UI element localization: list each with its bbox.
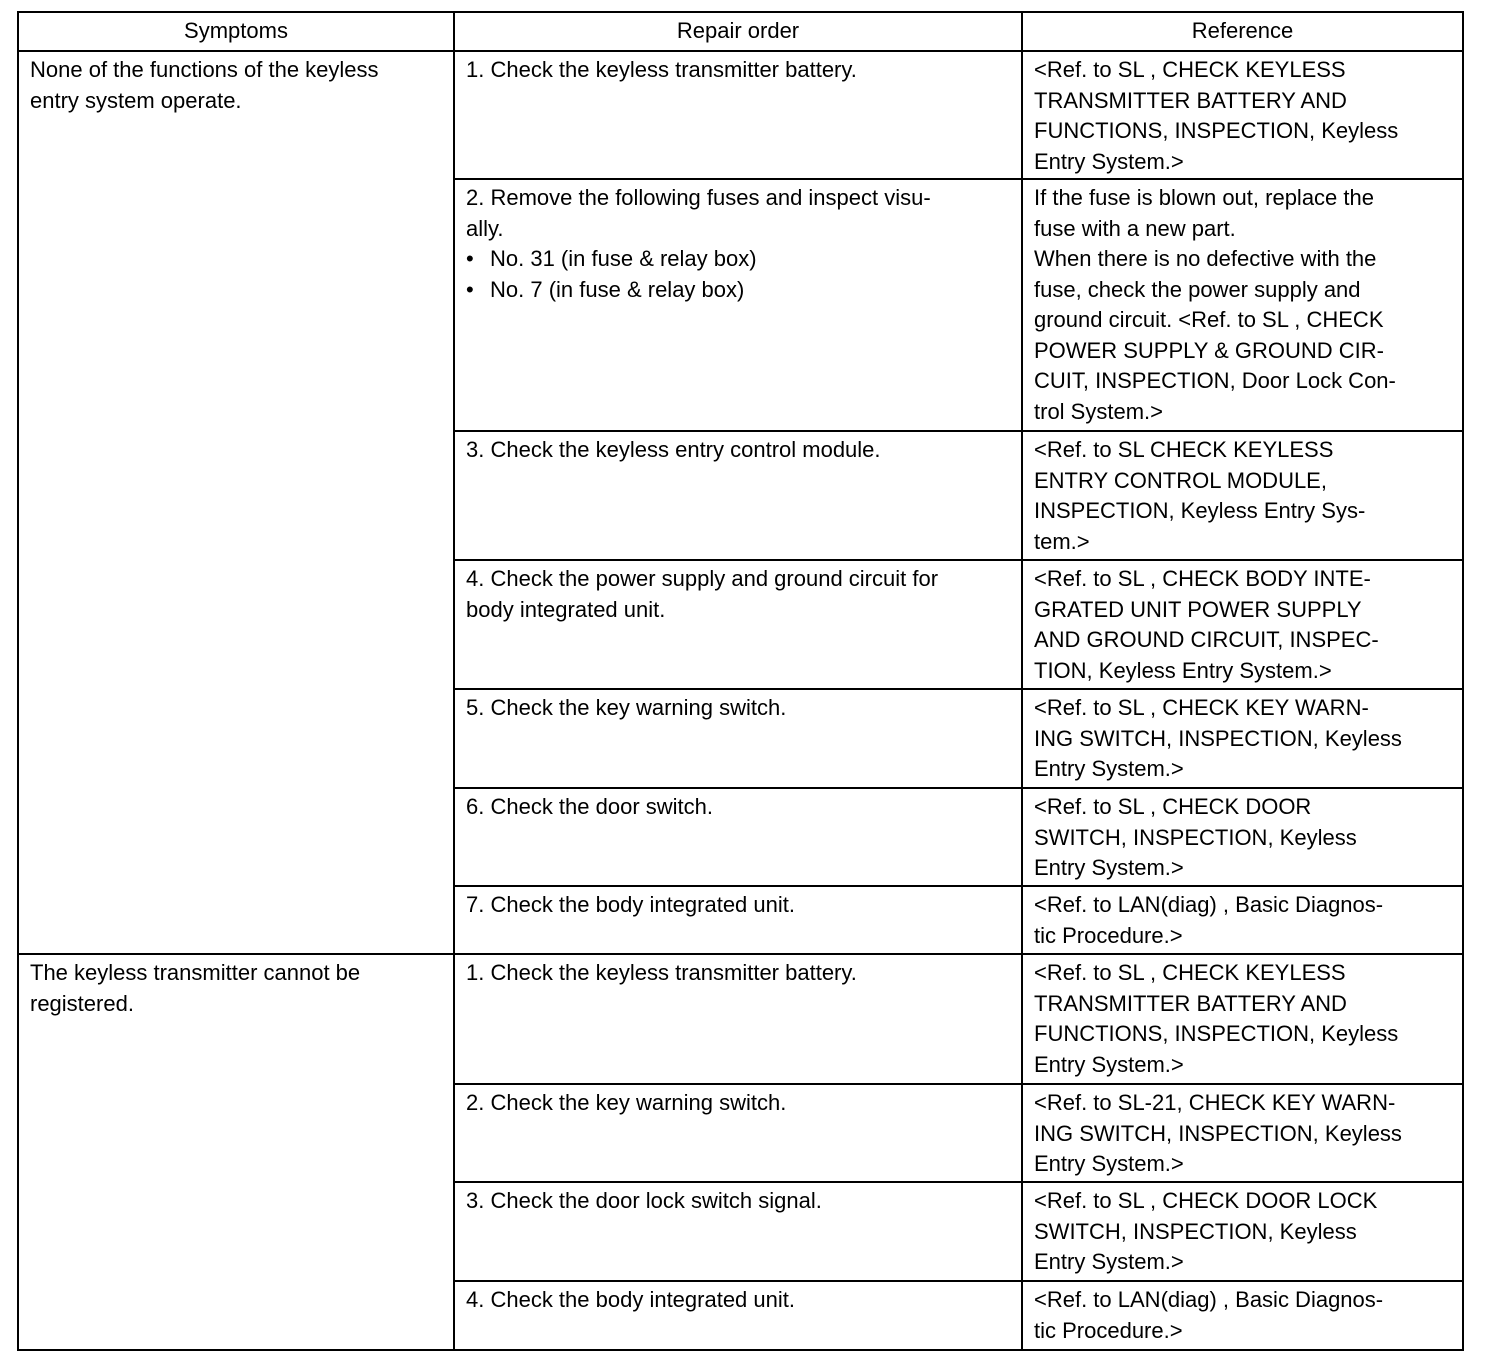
text-line: TION, Keyless Entry System.>	[1034, 657, 1332, 683]
text-line: Entry System.>	[1034, 1051, 1184, 1077]
text-line: <Ref. to SL , CHECK KEYLESS	[1034, 57, 1346, 82]
text-line: AND GROUND CIRCUIT, INSPEC-	[1034, 627, 1379, 652]
repair-order-cell	[454, 689, 1022, 788]
text-line: ING SWITCH, INSPECTION, Keyless	[1034, 725, 1402, 751]
repair-order-cell	[454, 560, 1022, 689]
text-line: If the fuse is blown out, replace the	[1034, 185, 1374, 210]
text-line: None of the functions of the keyless	[30, 57, 379, 82]
text-line: fuse, check the power supply and	[1034, 276, 1361, 302]
bullet-item: • No. 31 (in fuse & relay box)	[466, 244, 1011, 275]
text-line: Entry System.>	[1034, 855, 1184, 880]
table-row	[18, 51, 1463, 179]
text-line: FUNCTIONS, INSPECTION, Keyless	[1034, 1021, 1399, 1046]
text-line: When there is no defective with the	[1034, 246, 1377, 271]
repair-order-cell	[454, 51, 1022, 179]
text-line: tic Procedure.>	[1034, 922, 1183, 948]
text-line: SWITCH, INSPECTION, Keyless	[1034, 824, 1357, 850]
symptom-cell	[18, 954, 454, 1350]
text-line: tem.>	[1034, 528, 1090, 554]
reference-cell	[1022, 689, 1463, 788]
text-line: 1. Check the keyless transmitter battery.	[466, 57, 857, 82]
repair-order-cell	[454, 1281, 1022, 1350]
header-reference: Reference	[1022, 12, 1463, 51]
text-line: Entry System.>	[1034, 148, 1184, 174]
reference-cell	[1022, 179, 1463, 431]
text-line: body integrated unit.	[466, 596, 666, 622]
reference-cell	[1022, 788, 1463, 886]
reference-cell	[1022, 954, 1463, 1084]
repair-order-cell	[454, 886, 1022, 954]
text-line: 2. Remove the following fuses and inspect visu-	[466, 185, 931, 210]
repair-order-cell	[454, 179, 1022, 431]
text-line: 2. Check the key warning switch.	[466, 1090, 787, 1115]
text-line: Entry System.>	[1034, 756, 1184, 781]
text-line: ENTRY CONTROL MODULE,	[1034, 467, 1327, 493]
text-line: 5. Check the key warning switch.	[466, 695, 787, 720]
reference-cell	[1022, 431, 1463, 560]
repair-order-cell	[454, 1182, 1022, 1281]
text-line: <Ref. to SL , CHECK DOOR LOCK	[1034, 1188, 1378, 1213]
text-line: trol System.>	[1034, 398, 1163, 424]
text-line: Entry System.>	[1034, 1151, 1184, 1176]
text-line: ally.	[466, 215, 504, 241]
text-line: GRATED UNIT POWER SUPPLY	[1034, 596, 1362, 622]
text-line: TRANSMITTER BATTERY AND	[1034, 990, 1347, 1016]
text-line: <Ref. to SL , CHECK DOOR	[1034, 794, 1312, 819]
text-line: The keyless transmitter cannot be	[30, 960, 361, 985]
text-line: 1. Check the keyless transmitter battery.	[466, 960, 857, 985]
text-line: CUIT, INSPECTION, Door Lock Con-	[1034, 368, 1396, 393]
bullet-item: • No. 7 (in fuse & relay box)	[466, 275, 1011, 306]
repair-order-cell	[454, 431, 1022, 560]
text-line: TRANSMITTER BATTERY AND	[1034, 87, 1347, 113]
text-line: <Ref. to LAN(diag) , Basic Diagnos-	[1034, 1287, 1384, 1312]
text-line: <Ref. to SL , CHECK KEY WARN-	[1034, 695, 1369, 720]
header-repair-order: Repair order	[454, 12, 1022, 51]
symptom-cell	[18, 51, 454, 954]
header-row	[18, 12, 1463, 51]
reference-cell	[1022, 560, 1463, 689]
text-line: fuse with a new part.	[1034, 215, 1236, 241]
header-symptoms: Symptoms	[18, 12, 454, 51]
text-line: <Ref. to LAN(diag) , Basic Diagnos-	[1034, 892, 1384, 917]
reference-cell	[1022, 1084, 1463, 1182]
troubleshooting-table	[17, 11, 1464, 1351]
reference-cell	[1022, 1182, 1463, 1281]
text-line: POWER SUPPLY & GROUND CIR-	[1034, 337, 1385, 363]
reference-cell	[1022, 51, 1463, 179]
reference-cell	[1022, 886, 1463, 954]
text-line: SWITCH, INSPECTION, Keyless	[1034, 1218, 1357, 1244]
table-row	[18, 954, 1463, 1084]
text-line: <Ref. to SL , CHECK KEYLESS	[1034, 960, 1346, 985]
text-line: FUNCTIONS, INSPECTION, Keyless	[1034, 118, 1399, 143]
text-line: 7. Check the body integrated unit.	[466, 892, 795, 917]
text-line: ground circuit. <Ref. to SL , CHECK	[1034, 307, 1384, 332]
repair-order-cell	[454, 954, 1022, 1084]
text-line: 4. Check the body integrated unit.	[466, 1287, 795, 1312]
text-line: <Ref. to SL CHECK KEYLESS	[1034, 437, 1334, 462]
text-line: Entry System.>	[1034, 1249, 1184, 1274]
text-line: <Ref. to SL , CHECK BODY INTE-	[1034, 566, 1371, 591]
text-line: 6. Check the door switch.	[466, 794, 714, 819]
text-line: INSPECTION, Keyless Entry Sys-	[1034, 498, 1366, 523]
repair-order-cell	[454, 788, 1022, 886]
text-line: 4. Check the power supply and ground circuit for	[466, 566, 939, 591]
repair-order-cell	[454, 1084, 1022, 1182]
text-line: tic Procedure.>	[1034, 1317, 1183, 1343]
text-line: entry system operate.	[30, 87, 242, 113]
reference-cell	[1022, 1281, 1463, 1350]
text-line: <Ref. to SL-21, CHECK KEY WARN-	[1034, 1090, 1396, 1115]
text-line: 3. Check the door lock switch signal.	[466, 1188, 822, 1213]
text-line: ING SWITCH, INSPECTION, Keyless	[1034, 1120, 1402, 1146]
text-line: registered.	[30, 990, 134, 1016]
text-line: 3. Check the keyless entry control module.	[466, 437, 881, 462]
